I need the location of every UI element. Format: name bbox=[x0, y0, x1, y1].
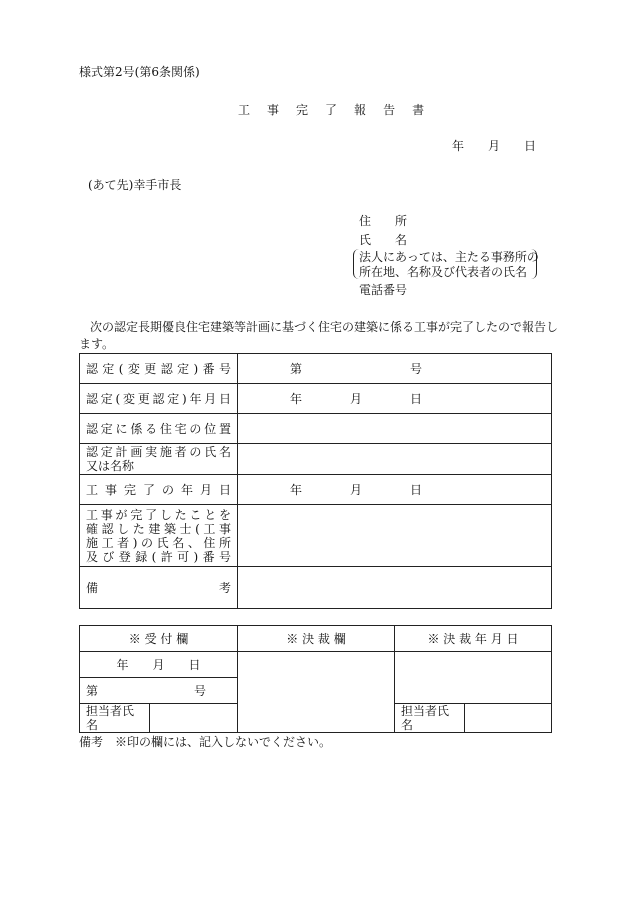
approval-cell bbox=[238, 652, 395, 733]
corp-note-line-1: 法人にあっては、主たる事務所の bbox=[359, 250, 539, 264]
house-location-label: 認定に係る住宅の位置 bbox=[80, 414, 238, 444]
reception-person-label: 担当者氏名 bbox=[80, 704, 150, 733]
cert-number-value[interactable]: 第 号 bbox=[238, 354, 552, 384]
intro-line-2: ます。 bbox=[79, 337, 115, 351]
report-table bbox=[79, 353, 552, 609]
applicant-address-label: 住 所 bbox=[359, 214, 408, 228]
reception-header: ※ 受 付 欄 bbox=[80, 626, 238, 652]
footnote: 備考 ※印の欄には、記入しないでください。 bbox=[79, 735, 332, 749]
intro-line-1: 次の認定長期優良住宅建築等計画に基づく住宅の建築に係る工事が完了したので報告し bbox=[90, 320, 559, 334]
completion-date-value[interactable]: 年 月 日 bbox=[238, 475, 552, 505]
approval-header: ※ 決 裁 欄 bbox=[238, 626, 395, 652]
applicant-name-label: 氏 名 bbox=[359, 233, 408, 247]
architect-info-label: 工事が完了したことを 確認した建築士(工事 施工者)の氏名、住所 及び登録(許可)番号 bbox=[80, 505, 238, 567]
implementer-name-value[interactable] bbox=[238, 444, 552, 475]
implementer-name-label: 認定計画実施者の氏名 又は名称 bbox=[80, 444, 238, 475]
table-row bbox=[80, 626, 552, 652]
approval-date-header: ※ 決 裁 年 月 日 bbox=[395, 626, 552, 652]
reception-date-cell: 年 月 日 bbox=[80, 652, 238, 678]
cert-number-label: 認定(変更認定)番号 bbox=[80, 354, 238, 384]
cert-date-value[interactable]: 年 月 日 bbox=[238, 384, 552, 414]
reception-person-value bbox=[150, 704, 238, 733]
approval-person-label: 担当者氏名 bbox=[395, 704, 465, 733]
table-row bbox=[80, 444, 552, 475]
approval-date-cell bbox=[395, 652, 552, 704]
approval-person-value bbox=[465, 704, 552, 733]
table-row bbox=[80, 384, 552, 414]
table-row bbox=[80, 475, 552, 505]
table-row bbox=[80, 567, 552, 609]
table-row bbox=[80, 652, 552, 678]
date-line: 年 月 日 bbox=[452, 139, 537, 153]
applicant-phone-label: 電話番号 bbox=[359, 283, 408, 297]
reception-number-cell: 第 号 bbox=[80, 678, 238, 704]
table-row bbox=[80, 505, 552, 567]
form-number: 様式第2号(第6条関係) bbox=[79, 65, 200, 79]
architect-info-value[interactable] bbox=[238, 505, 552, 567]
house-location-value[interactable] bbox=[238, 414, 552, 444]
completion-date-label: 工事完了の年月日 bbox=[80, 475, 238, 505]
remarks-value[interactable] bbox=[238, 567, 552, 609]
table-row bbox=[80, 414, 552, 444]
remarks-label: 備 考 bbox=[80, 567, 238, 609]
document-title: 工 事 完 了 報 告 書 bbox=[238, 103, 431, 117]
table-row bbox=[80, 354, 552, 384]
addressee: (あて先)幸手市長 bbox=[88, 178, 182, 192]
corp-note-line-2: 所在地、名称及び代表者の氏名 bbox=[359, 265, 528, 279]
office-use-table bbox=[79, 625, 552, 733]
cert-date-label: 認定(変更認定)年月日 bbox=[80, 384, 238, 414]
